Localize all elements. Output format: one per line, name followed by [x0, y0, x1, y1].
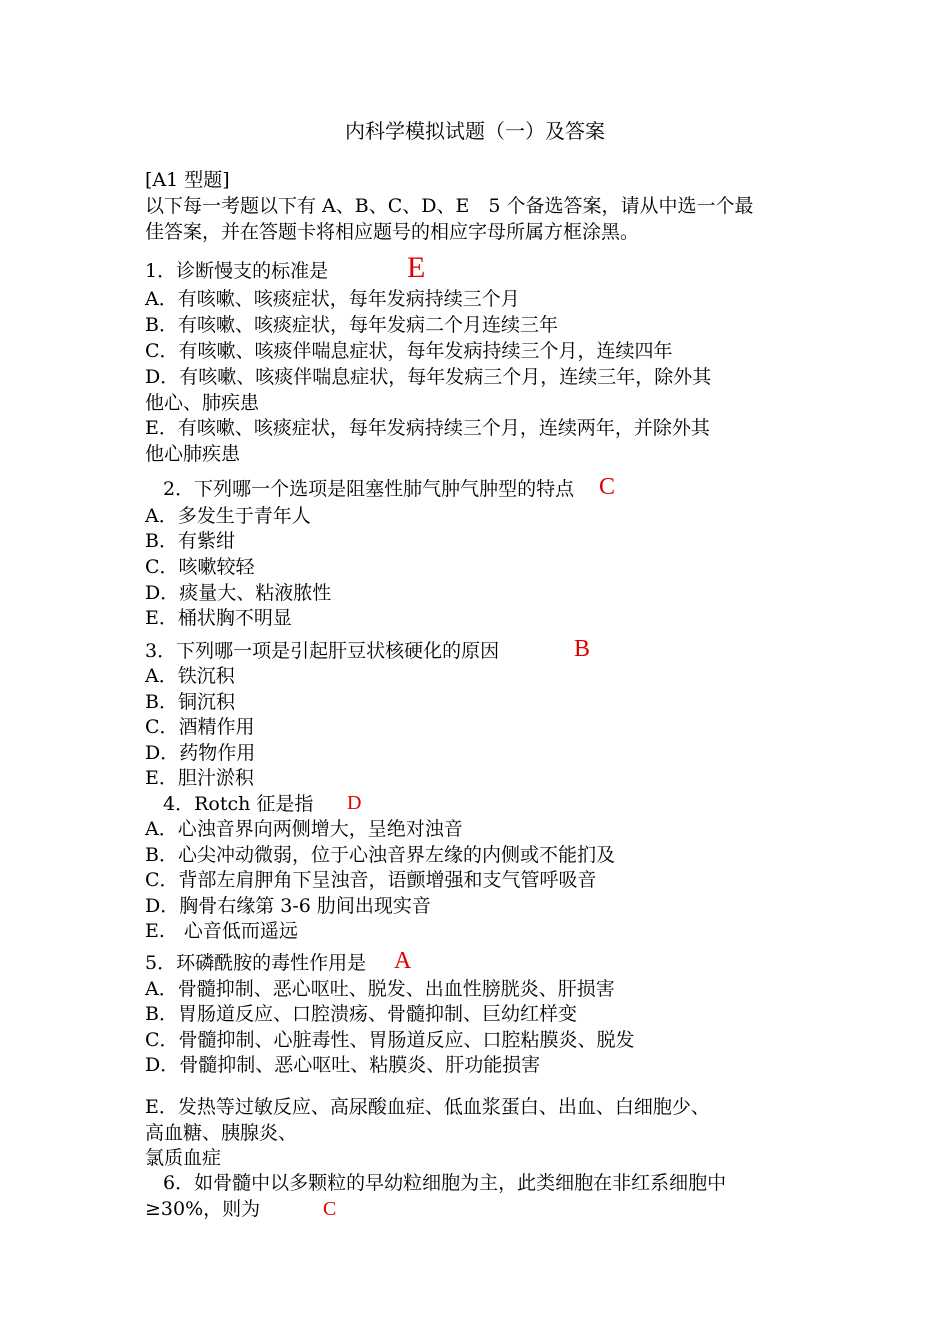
question-2-option: E．桶状胸不明显: [145, 607, 292, 629]
question-3-option: B．铜沉积: [145, 691, 235, 713]
question-1-option: 他心、肺疾患: [145, 392, 260, 414]
question-3-option: E．胆汁淤积: [145, 767, 254, 789]
question-6-stem-continued: ≥30%，则为: [145, 1198, 261, 1220]
instructions-line-2: 佳答案，并在答题卡将相应题号的相应字母所属方框涂黑。: [145, 221, 640, 243]
question-3-option: A．铁沉积: [145, 665, 235, 687]
question-2-option: B．有紫绀: [145, 530, 235, 552]
question-1-option: D．有咳嗽、咳痰伴喘息症状，每年发病三个月，连续三年，除外其: [145, 366, 712, 388]
question-4-option: D．胸骨右缘第 3-6 肋间出现实音: [145, 895, 431, 917]
question-4-option: A．心浊音界向两侧增大，呈绝对浊音: [145, 818, 463, 840]
question-4-answer: D: [347, 792, 362, 814]
question-3-option: D．药物作用: [145, 742, 256, 764]
question-6-stem: 6．如骨髓中以多颗粒的早幼粒细胞为主，此类细胞在非红系细胞中: [163, 1172, 727, 1194]
question-2-option: D．痰量大、粘液脓性: [145, 582, 332, 604]
question-5-option: B．胃肠道反应、口腔溃疡、骨髓抑制、巨幼红样变: [145, 1003, 577, 1025]
question-5-option: A．骨髓抑制、恶心呕吐、脱发、出血性膀胱炎、肝损害: [145, 978, 615, 1000]
section-heading: [A1 型题]: [145, 169, 230, 191]
question-2-option: A．多发生于青年人: [145, 505, 311, 527]
question-5-option: 氯质血症: [145, 1147, 222, 1169]
question-5-option: D．骨髓抑制、恶心呕吐、粘膜炎、肝功能损害: [145, 1054, 541, 1076]
question-5-answer: A: [394, 948, 412, 974]
question-3-stem: 3．下列哪一项是引起肝豆状核硬化的原因: [145, 640, 500, 662]
question-4-option: B．心尖冲动微弱，位于心浊音界左缘的内侧或不能扪及: [145, 844, 615, 866]
question-2-stem: 2．下列哪一个选项是阻塞性肺气肿气肿型的特点: [163, 478, 575, 500]
question-5-option: C．骨髓抑制、心脏毒性、胃肠道反应、口腔粘膜炎、脱发: [145, 1029, 635, 1051]
question-1-option: C．有咳嗽、咳痰伴喘息症状，每年发病持续三个月，连续四年: [145, 340, 673, 362]
question-6-answer: C: [323, 1198, 337, 1220]
question-2-answer: C: [599, 474, 616, 500]
question-1-option: E．有咳嗽、咳痰症状，每年发病持续三个月，连续两年，并除外其: [145, 417, 710, 439]
question-1-option: B．有咳嗽、咳痰症状，每年发病二个月连续三年: [145, 314, 558, 336]
question-1-answer: E: [407, 251, 426, 284]
question-1-option: A．有咳嗽、咳痰症状，每年发病持续三个月: [145, 288, 520, 310]
question-5-stem: 5．环磷酰胺的毒性作用是: [145, 952, 367, 974]
question-3-option: C．酒精作用: [145, 716, 255, 738]
question-1-option: 他心肺疾患: [145, 443, 241, 465]
instructions-line-1: 以下每一考题以下有 A、B、C、D、E 5 个备选答案，请从中选一个最: [145, 195, 754, 217]
page-title: 内科学模拟试题（一）及答案: [345, 119, 605, 143]
question-3-answer: B: [574, 636, 591, 662]
question-4-option: C．背部左肩胛角下呈浊音，语颤增强和支气管呼吸音: [145, 869, 597, 891]
question-5-option: E．发热等过敏反应、高尿酸血症、低血浆蛋白、出血、白细胞少、: [145, 1096, 710, 1118]
question-4-stem: 4．Rotch 征是指: [163, 793, 314, 815]
question-1-stem: 1．诊断慢支的标准是: [145, 260, 329, 282]
question-2-option: C．咳嗽较轻: [145, 556, 255, 578]
question-5-option: 高血糖、胰腺炎、: [145, 1122, 298, 1144]
question-4-option: E. 心音低而遥远: [145, 920, 298, 942]
